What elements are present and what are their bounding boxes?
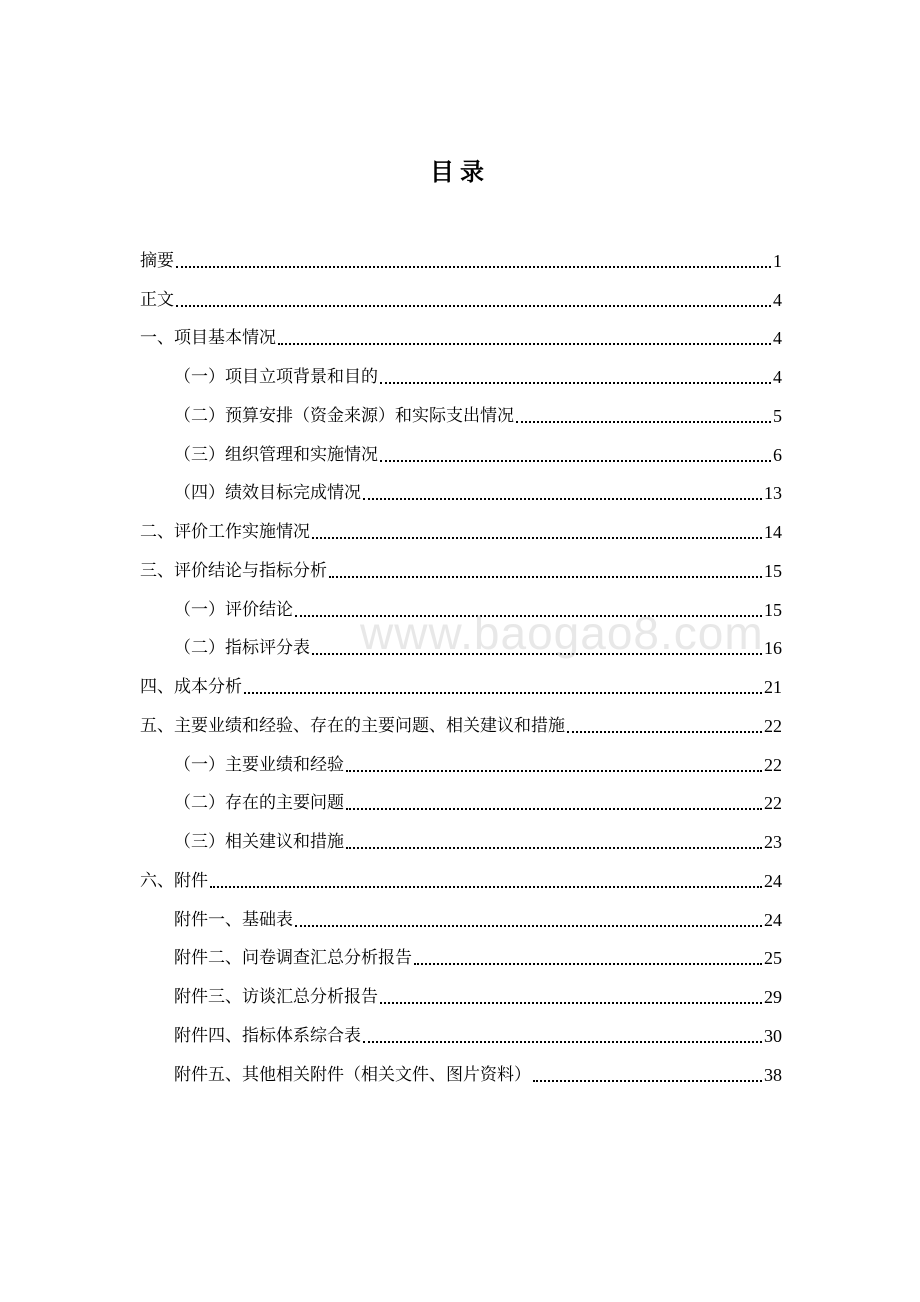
toc-entry[interactable] xyxy=(140,505,782,544)
toc-entry-page-number: 30 xyxy=(764,1025,782,1046)
toc-leader-dots xyxy=(312,537,762,539)
toc-entry-page-number: 6 xyxy=(773,444,782,465)
toc-entry[interactable] xyxy=(140,312,782,351)
toc-leader-dots xyxy=(176,305,771,307)
toc-entry-page-number: 25 xyxy=(764,948,782,969)
toc-leader-dots xyxy=(533,1080,762,1082)
toc-leader-dots xyxy=(295,925,762,927)
toc-leader-dots xyxy=(363,1041,762,1043)
toc-leader-dots xyxy=(346,770,762,772)
toc-entry[interactable] xyxy=(140,815,782,854)
toc-entry[interactable] xyxy=(140,234,782,273)
toc-entry-label: （一）项目立项背景和目的 xyxy=(174,367,378,387)
toc-entry-page-number: 4 xyxy=(773,367,782,387)
toc-entry-label: 摘要 xyxy=(140,250,174,271)
toc-entry-page-number: 22 xyxy=(764,715,782,736)
toc-leader-dots xyxy=(380,460,771,462)
toc-leader-dots xyxy=(380,1002,762,1004)
toc-entry[interactable] xyxy=(140,428,782,467)
toc-leader-dots xyxy=(516,421,771,423)
toc-entry-page-number: 24 xyxy=(764,870,782,891)
toc-entry[interactable] xyxy=(140,467,782,506)
toc-entry-page-number: 22 xyxy=(764,793,782,814)
toc-entry-label: 附件二、问卷调查汇总分析报告 xyxy=(174,948,412,969)
toc-leader-dots xyxy=(329,576,762,578)
toc-entry-label: （一）主要业绩和经验 xyxy=(174,754,344,775)
toc-entry-label: （三）相关建议和措施 xyxy=(174,832,344,852)
toc-entry-label: 附件五、其他相关附件（相关文件、图片资料） xyxy=(174,1064,531,1085)
toc-leader-dots xyxy=(346,847,762,849)
toc-entry-page-number: 14 xyxy=(764,522,782,542)
toc-entry-label: 六、附件 xyxy=(140,870,208,891)
toc-entry-page-number: 23 xyxy=(764,832,782,852)
toc-entry-label: （二）预算安排（资金来源）和实际支出情况 xyxy=(174,405,514,426)
toc-entry[interactable] xyxy=(140,970,782,1009)
toc-entry-page-number: 15 xyxy=(764,560,782,581)
toc-entry[interactable] xyxy=(140,544,782,583)
toc-leader-dots xyxy=(414,963,762,965)
toc-entry-label: 四、成本分析 xyxy=(140,677,242,697)
toc-entry-label: 一、项目基本情况 xyxy=(140,328,276,349)
table-of-contents xyxy=(140,234,782,1087)
toc-entry-label: （二）存在的主要问题 xyxy=(174,793,344,814)
toc-entry[interactable] xyxy=(140,622,782,661)
toc-entry-page-number: 1 xyxy=(773,250,782,271)
toc-entry[interactable] xyxy=(140,660,782,699)
toc-leader-dots xyxy=(312,653,762,655)
toc-entry[interactable] xyxy=(140,1048,782,1087)
toc-entry-page-number: 21 xyxy=(764,677,782,697)
toc-entry[interactable] xyxy=(140,777,782,816)
toc-entry-label: （三）组织管理和实施情况 xyxy=(174,444,378,465)
toc-leader-dots xyxy=(244,692,762,694)
toc-entry[interactable] xyxy=(140,350,782,389)
watermark: www.baogao8.com xyxy=(360,607,764,659)
toc-entry[interactable] xyxy=(140,932,782,971)
toc-entry-label: 附件三、访谈汇总分析报告 xyxy=(174,987,378,1007)
toc-entry-page-number: 13 xyxy=(764,483,782,504)
toc-entry-page-number: 15 xyxy=(764,599,782,620)
toc-entry-page-number: 16 xyxy=(764,638,782,659)
toc-entry-label: 正文 xyxy=(140,289,174,310)
toc-entry-page-number: 24 xyxy=(764,909,782,930)
toc-leader-dots xyxy=(176,266,771,268)
toc-entry-page-number: 4 xyxy=(773,289,782,310)
toc-entry[interactable] xyxy=(140,738,782,777)
toc-entry[interactable] xyxy=(140,854,782,893)
toc-entry-page-number: 29 xyxy=(764,987,782,1007)
toc-entry-page-number: 22 xyxy=(764,754,782,775)
toc-leader-dots xyxy=(380,382,771,384)
toc-entry[interactable] xyxy=(140,583,782,622)
toc-leader-dots xyxy=(295,615,762,617)
toc-leader-dots xyxy=(210,886,762,888)
toc-entry-label: （四）绩效目标完成情况 xyxy=(174,483,361,504)
toc-entry[interactable] xyxy=(140,1009,782,1048)
toc-entry[interactable] xyxy=(140,893,782,932)
toc-leader-dots xyxy=(567,731,762,733)
toc-entry-page-number: 4 xyxy=(773,328,782,349)
toc-entry-label: 附件一、基础表 xyxy=(174,909,293,930)
toc-entry-label: 五、主要业绩和经验、存在的主要问题、相关建议和措施 xyxy=(140,715,565,736)
toc-entry-label: 二、评价工作实施情况 xyxy=(140,522,310,542)
toc-entry-page-number: 38 xyxy=(764,1064,782,1085)
toc-entry-label: 附件四、指标体系综合表 xyxy=(174,1025,361,1046)
toc-entry-label: 三、评价结论与指标分析 xyxy=(140,560,327,581)
toc-entry[interactable] xyxy=(140,273,782,312)
toc-leader-dots xyxy=(346,808,762,810)
toc-leader-dots xyxy=(278,343,771,345)
toc-entry-page-number: 5 xyxy=(773,405,782,426)
page-title: 目录 xyxy=(430,158,490,186)
toc-leader-dots xyxy=(363,498,762,500)
toc-entry[interactable] xyxy=(140,389,782,428)
toc-entry[interactable] xyxy=(140,699,782,738)
toc-entry-label: （二）指标评分表 xyxy=(174,638,310,659)
toc-entry-label: （一）评价结论 xyxy=(174,599,293,620)
